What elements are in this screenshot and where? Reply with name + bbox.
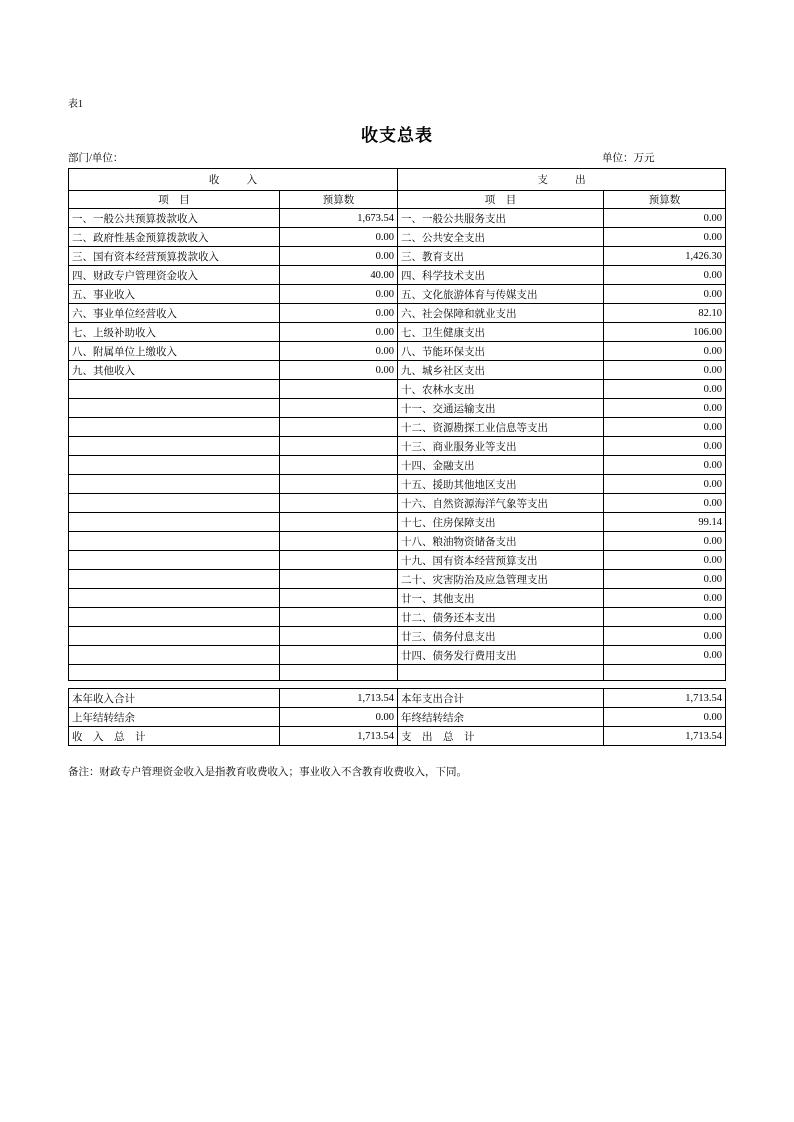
table-row [69,399,726,418]
expense-item-cell: 十六、自然资源海洋气象等支出 [398,494,604,513]
table-row [69,228,726,247]
table-row [69,665,726,681]
income-value-cell: 0.00 [280,247,398,266]
expense-value-cell: 0.00 [604,342,726,361]
income-item-cell [69,589,280,608]
expense-value-cell: 0.00 [604,228,726,247]
table-row [69,689,726,708]
expense-item-cell: 一、一般公共服务支出 [398,209,604,228]
expense-value-cell: 0.00 [604,532,726,551]
income-value-cell [280,532,398,551]
income-item-cell [69,437,280,456]
expense-item-cell: 廿一、其他支出 [398,589,604,608]
income-expense-table [68,168,726,681]
table-row [69,494,726,513]
table-row [69,361,726,380]
expense-value-cell: 1,426.30 [604,247,726,266]
income-value-cell: 0.00 [280,708,398,727]
expense-value-cell: 0.00 [604,494,726,513]
table-row [69,456,726,475]
income-value-cell: 0.00 [280,323,398,342]
income-item-cell [69,513,280,532]
expense-value-cell: 0.00 [604,551,726,570]
expense-value-cell: 0.00 [604,646,726,665]
expense-item-cell: 十三、商业服务业等支出 [398,437,604,456]
expense-item-cell: 廿三、债务付息支出 [398,627,604,646]
expense-budget-column-header: 预算数 [604,191,726,209]
income-item-cell: 六、事业单位经营收入 [69,304,280,323]
income-value-cell [280,437,398,456]
table-row [69,285,726,304]
expense-value-cell: 0.00 [604,570,726,589]
expense-value-cell: 1,713.54 [604,727,726,746]
income-item-cell: 九、其他收入 [69,361,280,380]
expense-item-cell: 廿四、债务发行费用支出 [398,646,604,665]
expense-value-cell: 82.10 [604,304,726,323]
income-item-cell [69,418,280,437]
expense-item-column-header: 项目 [398,191,604,209]
income-item-cell [69,399,280,418]
main-table-body [69,209,726,681]
expense-item-cell: 十七、住房保障支出 [398,513,604,532]
income-item-cell: 七、上级补助收入 [69,323,280,342]
expense-value-cell: 0.00 [604,266,726,285]
table-row [69,589,726,608]
table-row [69,323,726,342]
table-row [69,380,726,399]
expense-item-cell: 三、教育支出 [398,247,604,266]
expense-value-cell: 0.00 [604,589,726,608]
table-row [69,342,726,361]
table-row [69,475,726,494]
expense-item-cell: 十四、金融支出 [398,456,604,475]
expense-item-cell: 六、社会保障和就业支出 [398,304,604,323]
expense-item-cell: 二十、灾害防治及应急管理支出 [398,570,604,589]
totals-table-body [69,689,726,746]
expense-item-cell: 五、文化旅游体育与传媒支出 [398,285,604,304]
income-item-cell [69,456,280,475]
totals-table [68,688,726,746]
table-row [69,646,726,665]
table-row [69,551,726,570]
expense-value-cell: 0.00 [604,209,726,228]
page-title: 收支总表 [361,126,433,145]
income-value-cell: 1,713.54 [280,689,398,708]
expense-item-cell: 十五、援助其他地区支出 [398,475,604,494]
income-item-column-header: 项目 [69,191,280,209]
income-value-cell: 0.00 [280,342,398,361]
income-budget-column-header: 预算数 [280,191,398,209]
income-item-cell: 五、事业收入 [69,285,280,304]
expense-value-cell: 0.00 [604,361,726,380]
income-value-cell: 1,713.54 [280,727,398,746]
expense-value-cell: 99.14 [604,513,726,532]
income-value-cell: 0.00 [280,304,398,323]
income-value-cell [280,665,398,681]
expense-value-cell: 0.00 [604,608,726,627]
dept-unit-label: 部门/单位： [68,153,124,164]
income-value-cell [280,551,398,570]
expense-value-cell: 0.00 [604,627,726,646]
expense-value-cell: 0.00 [604,285,726,304]
currency-unit-label: 单位：万元 [602,153,655,164]
expense-item-cell: 七、卫生健康支出 [398,323,604,342]
income-value-cell [280,399,398,418]
table-row [69,418,726,437]
table-row [69,304,726,323]
income-value-cell [280,608,398,627]
income-item-cell: 上年结转结余 [69,708,280,727]
expense-item-cell: 十九、国有资本经营预算支出 [398,551,604,570]
income-value-cell [280,570,398,589]
income-value-cell [280,456,398,475]
income-value-cell [280,380,398,399]
income-value-cell [280,418,398,437]
expense-value-cell: 0.00 [604,456,726,475]
expense-item-cell: 四、科学技术支出 [398,266,604,285]
income-item-cell: 一、一般公共预算拨款收入 [69,209,280,228]
table-row [69,247,726,266]
expense-item-cell: 十八、粮油物资储备支出 [398,532,604,551]
income-value-cell: 0.00 [280,228,398,247]
income-value-cell [280,646,398,665]
income-value-cell [280,589,398,608]
expense-value-cell [604,665,726,681]
expense-item-cell: 支 出 总 计 [398,727,604,746]
expense-item-cell: 九、城乡社区支出 [398,361,604,380]
expense-value-cell: 0.00 [604,475,726,494]
income-item-cell: 二、政府性基金预算拨款收入 [69,228,280,247]
income-value-cell [280,494,398,513]
expense-value-cell: 0.00 [604,418,726,437]
footnote: 备注：财政专户管理资金收入是指教育收费收入；事业收入不含教育收费收入，下同。 [68,767,467,778]
expense-item-cell: 十二、资源勘探工业信息等支出 [398,418,604,437]
expense-item-cell: 廿二、债务还本支出 [398,608,604,627]
expense-value-cell: 1,713.54 [604,689,726,708]
income-item-cell [69,551,280,570]
income-item-cell [69,570,280,589]
income-value-cell: 1,673.54 [280,209,398,228]
income-item-cell [69,627,280,646]
table-row [69,708,726,727]
income-item-cell [69,608,280,627]
income-value-cell: 0.00 [280,361,398,380]
table-row [69,727,726,746]
income-item-cell [69,532,280,551]
expense-value-cell: 0.00 [604,708,726,727]
income-item-cell: 收 入 总 计 [69,727,280,746]
income-value-cell: 40.00 [280,266,398,285]
expense-value-cell: 0.00 [604,399,726,418]
expense-item-cell: 十、农林水支出 [398,380,604,399]
income-value-cell [280,627,398,646]
income-item-cell: 三、国有资本经营预算拨款收入 [69,247,280,266]
table-row [69,209,726,228]
expense-item-cell: 二、公共安全支出 [398,228,604,247]
expense-value-cell: 106.00 [604,323,726,342]
expense-item-cell: 本年支出合计 [398,689,604,708]
table-row [69,513,726,532]
income-value-cell [280,475,398,494]
income-item-cell: 四、财政专户管理资金收入 [69,266,280,285]
income-item-cell [69,475,280,494]
expense-item-cell: 八、节能环保支出 [398,342,604,361]
table-row [69,627,726,646]
table-row [69,608,726,627]
income-item-cell: 八、附属单位上缴收入 [69,342,280,361]
expense-item-cell: 十一、交通运输支出 [398,399,604,418]
table-row [69,266,726,285]
expense-value-cell: 0.00 [604,380,726,399]
income-value-cell: 0.00 [280,285,398,304]
table-row [69,570,726,589]
income-item-cell [69,380,280,399]
table-row [69,532,726,551]
income-item-cell: 本年收入合计 [69,689,280,708]
sheet-label: 表1 [68,99,83,110]
expense-item-cell: 年终结转结余 [398,708,604,727]
expense-value-cell: 0.00 [604,437,726,456]
income-section-header: 收入 [69,169,398,191]
income-value-cell [280,513,398,532]
income-item-cell [69,665,280,681]
expense-section-header: 支出 [398,169,726,191]
table-row [69,437,726,456]
income-item-cell [69,494,280,513]
expense-item-cell [398,665,604,681]
income-item-cell [69,646,280,665]
